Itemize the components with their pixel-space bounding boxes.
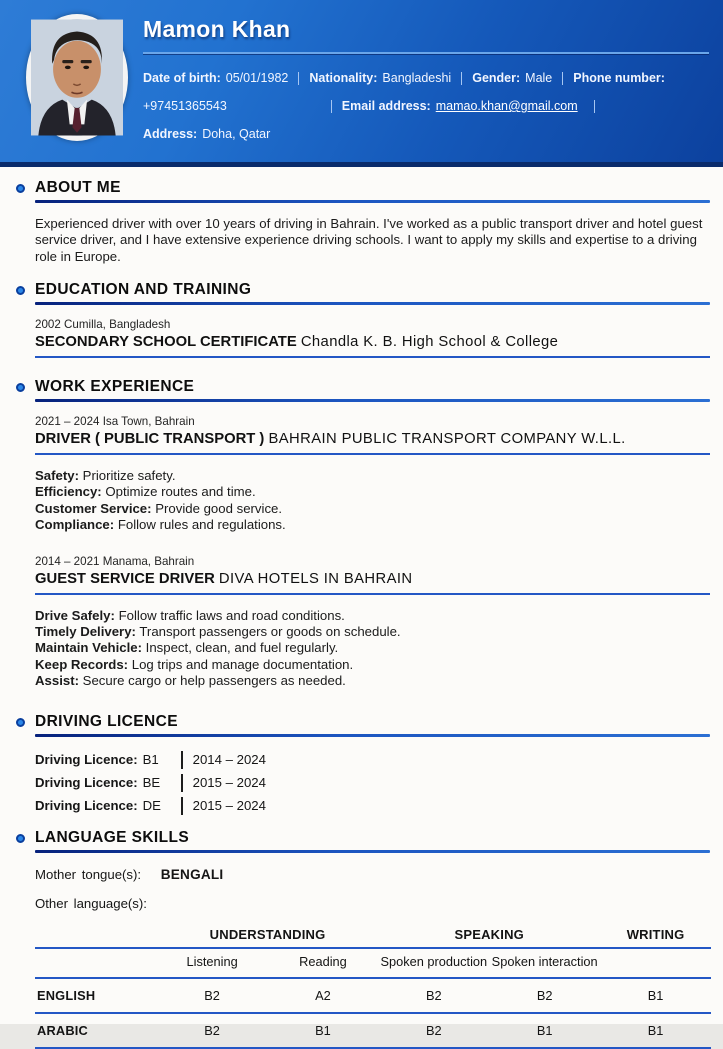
skill-level: B2 [378,978,489,1013]
section-education [35,281,710,358]
entry-title-rest: BAHRAIN PUBLIC TRANSPORT COMPANY W.L.L. [268,431,626,448]
licence-label: Driving Licence: [35,752,138,768]
email-label: Email address: [341,99,431,113]
skill-level: B1 [268,1013,379,1048]
section-rule [35,850,710,853]
col-spoken-production: Spoken production [378,948,489,978]
licence-value: B1 [142,752,159,768]
detail-line [35,624,710,640]
header [0,0,723,167]
section-rule [35,399,710,402]
col-group-understanding: UNDERSTANDING [157,927,379,948]
entry-title-bold: DRIVER ( PUBLIC TRANSPORT ) [35,431,265,448]
nationality-value: Bangladeshi [382,71,452,85]
col-spoken-interaction: Spoken interaction [489,948,600,978]
col-listening: Listening [157,948,268,978]
detail-line [35,673,710,689]
about-text: Experienced driver with over 10 years of driving in Bahrain. I've worked as a public transport driver and hotel guest service driver, and I have extensive experience driving schools. I want to apply my skills and expertise to a driving role in Europe. [35,216,703,264]
col-group-writing: WRITING [600,927,711,948]
licence-value: DE [142,798,161,814]
bullet-icon [16,184,25,193]
gender-value: Male [525,71,553,85]
skill-level: B1 [489,1013,600,1048]
skill-level: B1 [600,978,711,1013]
licence-label: Driving Licence: [35,798,138,814]
detail-label: Assist: [35,672,79,688]
empty-cell [35,948,157,978]
entry-title-bold: SECONDARY SCHOOL CERTIFICATE [35,334,297,351]
empty-cell [600,948,711,978]
separator-bar [461,72,462,85]
entry-date-location: 2021 – 2024 Isa Town, Bahrain [35,415,195,429]
section-languages [35,829,710,1049]
section-heading-work [35,378,710,402]
dob-label: Date of birth: [143,71,221,85]
empty-cell [35,927,157,948]
phone-label: Phone number: [573,71,665,85]
separator-bar [181,751,183,769]
detail-text: Provide good service. [155,500,283,516]
cv-body [0,167,723,1049]
detail-text: Prioritize safety. [82,468,176,484]
detail-text: Log trips and manage documentation. [131,656,354,672]
separator-bar [331,100,332,113]
section-heading-licence [35,713,710,737]
skill-level: B2 [157,978,268,1013]
other-languages-line [35,896,710,911]
section-heading-languages [35,829,710,853]
table-row-arabic [35,1013,711,1048]
detail-text: Optimize routes and time. [105,484,256,500]
entry-title [35,571,710,587]
col-group-speaking: SPEAKING [378,927,600,948]
language-skills-table [35,927,711,1049]
education-entry [35,318,710,358]
job-details [35,468,710,533]
detail-line [35,501,710,517]
skill-level: B2 [378,1013,489,1048]
detail-text: Transport passengers or goods on schedule. [139,623,401,639]
section-title: EDUCATION AND TRAINING [35,281,252,299]
separator-bar [181,774,183,792]
work-entry-2 [35,555,710,690]
detail-label: Drive Safely: [35,607,115,623]
table-row-english [35,978,711,1013]
skill-level: B2 [157,1013,268,1048]
separator-bar [181,797,183,815]
licence-rows [35,748,710,817]
entry-title [35,431,710,447]
dob-value: 05/01/1982 [225,71,289,85]
detail-label: Timely Delivery: [35,623,136,639]
section-title: ABOUT ME [35,179,121,196]
header-details-row-2 [143,92,709,120]
licence-row [35,794,710,817]
detail-line [35,517,710,533]
profile-photo [26,14,128,141]
entry-rule [35,453,710,455]
detail-label: Keep Records: [35,656,129,672]
skill-level: B1 [600,1013,711,1048]
entry-date-location: 2014 – 2021 Manama, Bahrain [35,554,195,568]
detail-label: Compliance: [35,517,115,533]
section-title: WORK EXPERIENCE [35,378,195,396]
detail-line [35,640,710,656]
detail-label: Maintain Vehicle: [35,640,142,656]
detail-text: Follow rules and regulations. [117,517,286,533]
section-heading-about [35,179,710,203]
entry-rule [35,593,710,595]
language-name: ENGLISH [35,978,157,1013]
section-title: DRIVING LICENCE [35,713,178,731]
licence-period: 2014 – 2024 [192,752,266,768]
bullet-icon [16,383,25,392]
job-details [35,608,710,690]
separator-bar [594,100,595,113]
section-rule [35,302,710,305]
email-link[interactable]: mamao.khan@gmail.com [435,99,578,113]
section-licence [35,713,710,817]
entry-date-location: 2002 Cumilla, Bangladesh [35,318,171,332]
address-value: Doha, Qatar [202,127,271,141]
table-subheader-row [35,948,711,978]
header-info [143,0,723,148]
table-group-header-row [35,927,711,948]
detail-label: Customer Service: [35,500,152,516]
skill-level: B2 [489,978,600,1013]
detail-line [35,657,710,673]
header-details-row-3 [143,120,709,148]
nationality-label: Nationality: [309,71,378,85]
licence-period: 2015 – 2024 [192,775,266,791]
detail-label: Safety: [35,468,79,484]
section-heading-education [35,281,710,305]
section-title: LANGUAGE SKILLS [35,829,190,847]
col-reading: Reading [268,948,379,978]
section-work [35,378,710,689]
detail-label: Efficiency: [35,484,102,500]
mother-tongue-value: BENGALI [160,867,224,883]
bullet-icon [16,286,25,295]
gender-label: Gender: [472,71,521,85]
work-entry-1 [35,415,710,533]
licence-row [35,771,710,794]
licence-row [35,748,710,771]
header-divider [143,52,709,54]
licence-period: 2015 – 2024 [192,798,266,814]
mother-tongue-line [35,867,710,882]
section-about [35,179,710,265]
mother-tongue-label: Mother tongue(s): [35,867,142,883]
other-languages-label: Other language(s): [35,896,147,912]
header-details-row-1 [143,64,709,92]
entry-title [35,334,710,350]
detail-text: Inspect, clean, and fuel regularly. [145,640,339,656]
detail-line [35,484,710,500]
licence-value: BE [142,775,161,791]
detail-line [35,608,710,624]
separator-bar [562,72,563,85]
detail-line [35,468,710,484]
separator-bar [298,72,299,85]
section-rule [35,200,710,203]
entry-title-rest: DIVA HOTELS IN BAHRAIN [218,570,413,587]
entry-title-rest: Chandla K. B. High School & College [300,334,559,351]
detail-text: Secure cargo or help passengers as needed. [82,672,346,688]
person-name: Mamon Khan [143,16,291,42]
bullet-icon [16,718,25,727]
section-rule [35,734,710,737]
detail-text: Follow traffic laws and road conditions. [118,607,345,623]
licence-label: Driving Licence: [35,775,138,791]
entry-title-bold: GUEST SERVICE DRIVER [35,570,215,587]
address-label: Address: [143,127,198,141]
language-name: ARABIC [35,1013,157,1048]
portrait-illustration [31,19,123,136]
phone-value: +97451365543 [143,99,227,113]
bullet-icon [16,834,25,843]
skill-level: A2 [268,978,379,1013]
